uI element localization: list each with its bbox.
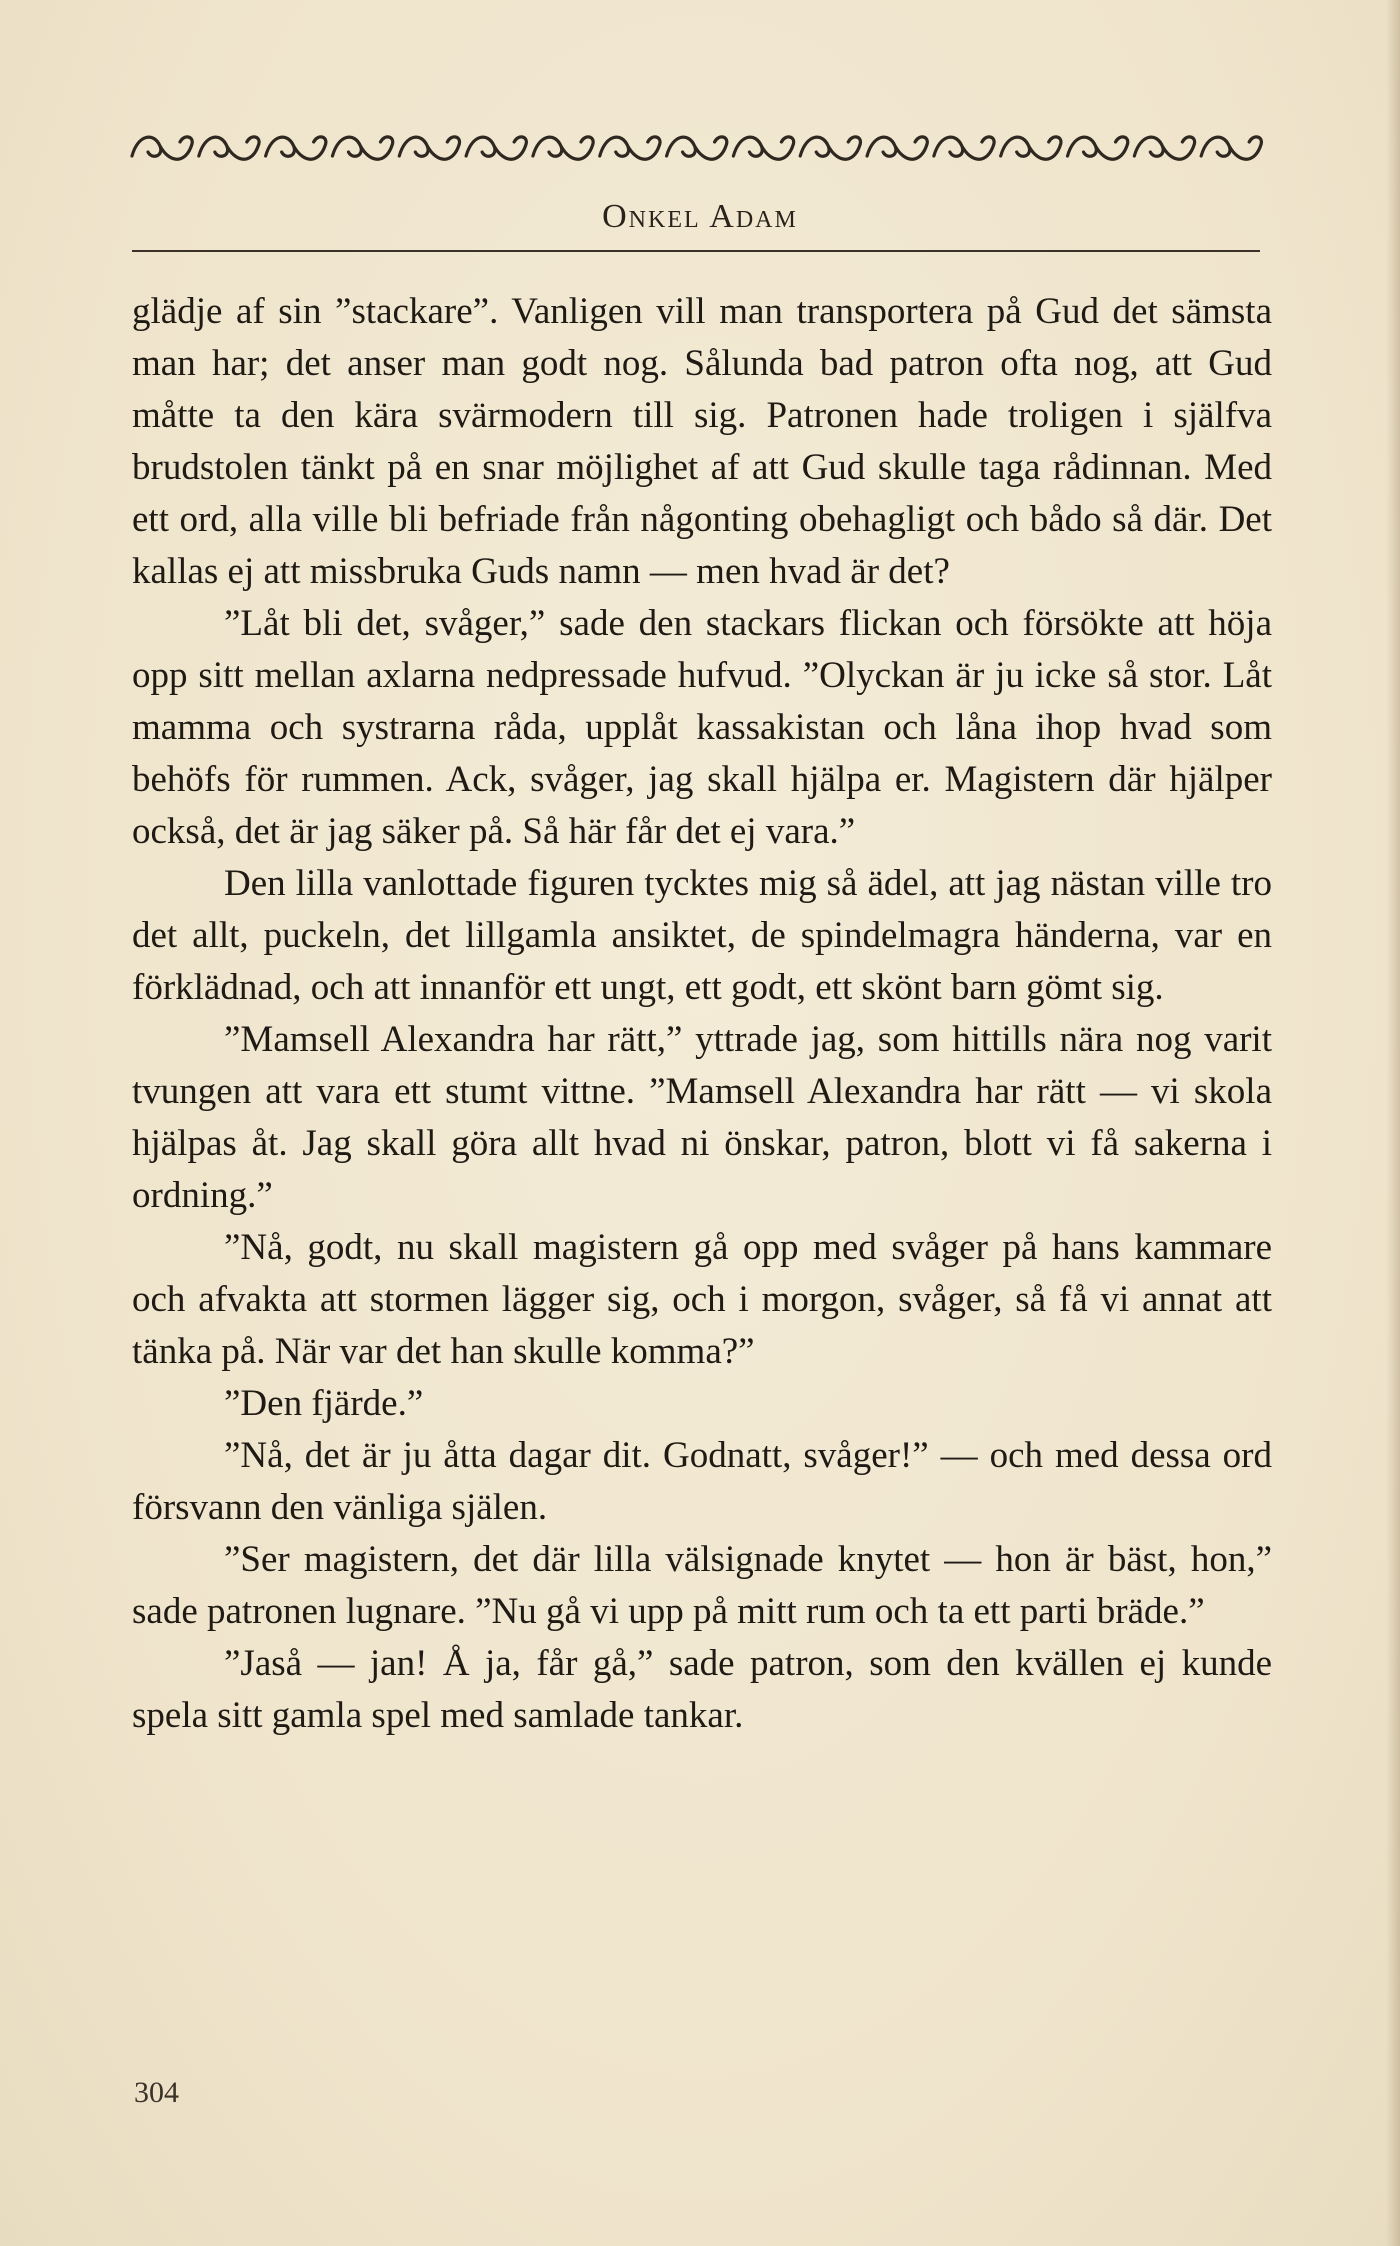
ornament-motif [934,137,994,159]
ornament-motif [399,137,459,159]
page-edge-shadow [1386,0,1400,2246]
paragraph: glädje af sin ”stackare”. Vanligen vill man transportera på Gud det sämsta man har; det anser man godt nog. Sålunda bad patron ofta nog, att Gud måtte ta den kära svärmodern till sig. Patronen hade troligen i själfva brudstolen tänkt på en snar möjlighet af att Gud skulle taga rådinnan. Med ett ord, alla ville bli befriade från någonting obehagligt och bådo så där. Det kallas ej att missbruka Guds namn — men hvad är det? [132,291,1272,592]
ornament-motif [466,137,526,159]
ornament-motif [667,137,727,159]
ornament-motif [199,137,259,159]
paragraph: ”Mamsell Alexandra har rätt,” yttrade jag, som hittills nära nog varit tvungen att vara ett stumt vittne. ”Mamsell Alexandra har rätt — vi skola hjälpas åt. Jag skall göra allt hvad ni önskar, patron, blott vi få sakerna i ordning.” [132,1019,1272,1216]
ornament-motif [1201,137,1261,159]
body-text [132,286,1272,1742]
running-head: Onkel Adam [602,198,798,235]
paragraph: Den lilla vanlottade figuren tycktes mig så ädel, att jag nästan ville tro det allt, puckeln, det lillgamla ansiktet, de spindelmagra händerna, var en förklädnad, och att innanför ett ungt, ett godt, ett skönt barn gömt sig. [132,863,1272,1008]
ornament-motif [1068,137,1128,159]
ornament-motif [266,137,326,159]
ornament-motif [600,137,660,159]
paragraph: ”Nå, det är ju åtta dagar dit. Godnatt, svåger!” — och med dessa ord försvann den vänliga själen. [132,1435,1272,1528]
ornament-motif [332,137,392,159]
paragraph: ”Jaså — jan! Å ja, får gå,” sade patron, som den kvällen ej kunde spela sitt gamla spel med samlade tankar. [132,1643,1272,1736]
paragraph: ”Låt bli det, svåger,” sade den stackars flickan och försökte att höja opp sitt mellan axlarna nedpressade hufvud. ”Olyckan är ju icke så stor. Låt mamma och systrarna råda, upplåt kassakistan och låna ihop hvad som behöfs för rummen. Ack, svåger, jag skall hjälpa er. Magistern där hjälper också, det är jag säker på. Så här får det ej vara.” [132,603,1272,852]
page-number: 304 [134,2076,179,2109]
ornament-motif [1001,137,1061,159]
paragraph: ”Nå, godt, nu skall magistern gå opp med svåger på hans kammare och afvakta att stormen lägger sig, och i morgon, svåger, så få vi annat att tänka på. När var det han skulle komma?” [132,1227,1272,1372]
ornament-motif [800,137,860,159]
ornament-motif [533,137,593,159]
ornament-motif [867,137,927,159]
paragraph: ”Den fjärde.” [224,1383,424,1424]
ornament-motif [132,137,192,159]
header-rule [132,250,1260,252]
ornament-motif [733,137,793,159]
paragraph: ”Ser magistern, det där lilla välsignade knytet — hon är bäst, hon,” sade patronen lugnare. ”Nu gå vi upp på mitt rum och ta ett parti bräde.” [132,1539,1272,1632]
scroll-wave-border-icon [128,126,1264,172]
ornament-motif [1134,137,1194,159]
